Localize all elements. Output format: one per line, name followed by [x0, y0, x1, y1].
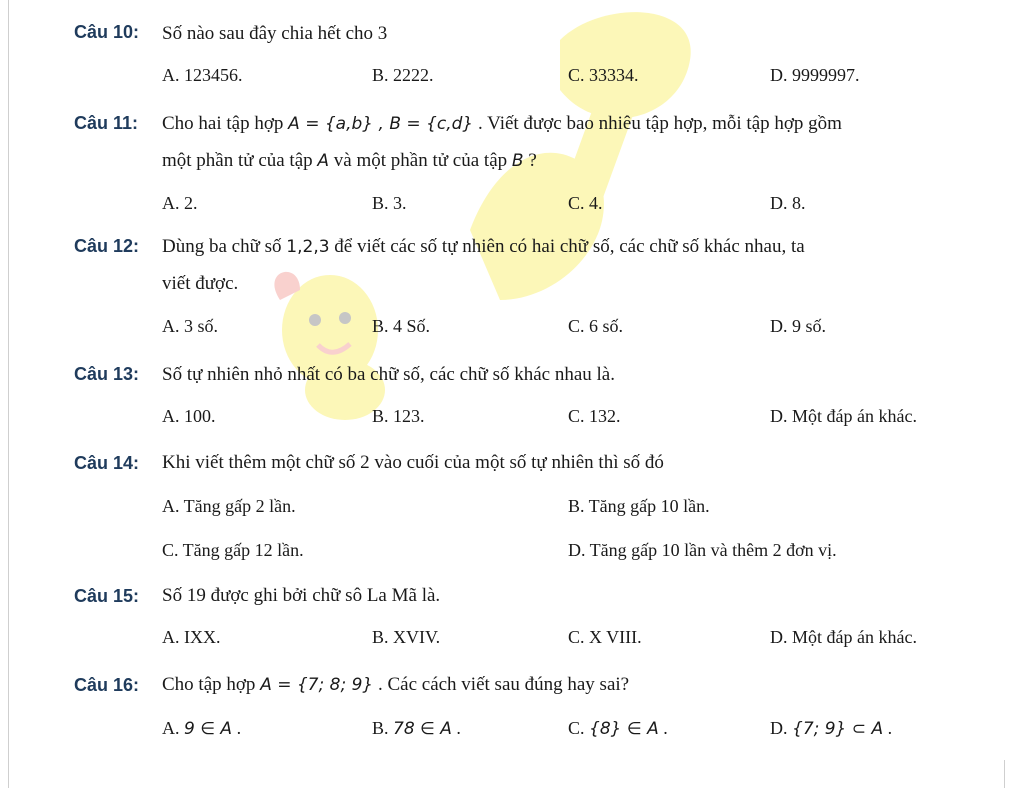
- option-b: B. 3.: [372, 193, 407, 213]
- question-label: Câu 11:: [74, 113, 139, 133]
- option-a: A. 123456.: [162, 65, 243, 85]
- option-b: B. 2222.: [372, 65, 434, 85]
- option-d: D. Một đáp án khác.: [770, 406, 917, 426]
- text-segment: Dùng ba chữ số: [162, 236, 287, 257]
- page-left-edge: [8, 0, 9, 788]
- text-segment: và một phần tử của tập: [329, 150, 512, 171]
- option-b: B. Tăng gấp 10 lần.: [568, 496, 710, 516]
- option-c: C. 33334.: [568, 65, 639, 85]
- question-text: Số tự nhiên nhỏ nhất có ba chữ số, các chữ số khác nhau là.: [162, 364, 615, 385]
- question-text: Số 19 được ghi bởi chữ sô La Mã là.: [162, 585, 441, 606]
- text-segment: . Các cách viết sau đúng hay sai?: [373, 674, 630, 695]
- question-label: Câu 16:: [74, 675, 140, 695]
- set-a-formula: A = {a,b}: [288, 114, 374, 134]
- option-formula: {7; 9} ⊂ A: [792, 719, 884, 739]
- option-end: .: [232, 718, 242, 738]
- page-right-edge: [1004, 760, 1005, 788]
- question-label: Câu 14:: [74, 453, 140, 473]
- question-text: Khi viết thêm một chữ số 2 vào cuối của một số tự nhiên thì số đó: [162, 452, 664, 473]
- text-segment: để viết các số tự nhiên có hai chữ số, các chữ số khác nhau, ta: [329, 236, 805, 257]
- question-text: [162, 674, 982, 696]
- option-a: A. IXX.: [162, 627, 221, 647]
- text-segment: . Viết được bao nhiêu tập hợp, mỗi tập hợp gồm: [473, 113, 842, 134]
- question-text-line2: [162, 150, 537, 172]
- set-a-symbol: A: [317, 151, 330, 171]
- question-label: Câu 10:: [74, 22, 140, 42]
- option-d: D. 9 số.: [770, 316, 827, 336]
- text-segment: Cho tập hợp: [162, 674, 261, 695]
- option-b: [372, 718, 461, 739]
- question-text: [162, 236, 982, 258]
- option-d: D. 9999997.: [770, 65, 860, 85]
- set-b-symbol: B: [511, 151, 524, 171]
- option-d: D. Tăng gấp 10 lần và thêm 2 đơn vị.: [568, 540, 837, 560]
- question-text: Số nào sau đây chia hết cho 3: [162, 23, 388, 44]
- option-letter: B.: [372, 718, 389, 738]
- question-label: Câu 12:: [74, 236, 140, 256]
- separator: ,: [373, 114, 390, 134]
- option-formula: {8} ∈ A: [589, 719, 659, 739]
- option-d: D. Một đáp án khác.: [770, 627, 917, 647]
- text-segment: một phần tử của tập: [162, 150, 318, 171]
- option-a: A. Tăng gấp 2 lần.: [162, 496, 296, 516]
- option-end: .: [883, 718, 893, 738]
- option-c: C. 132.: [568, 406, 621, 426]
- option-b: B. XVIV.: [372, 627, 441, 647]
- question-label: Câu 15:: [74, 586, 140, 606]
- option-end: .: [658, 718, 668, 738]
- digits-formula: 1,2,3: [286, 237, 330, 257]
- option-formula: 9 ∈ A: [184, 719, 233, 739]
- option-end: .: [451, 718, 461, 738]
- set-b-formula: B = {c,d}: [389, 114, 474, 134]
- option-c: C. X VIII.: [568, 627, 642, 647]
- option-letter: C.: [568, 718, 585, 738]
- option-a: [162, 718, 241, 739]
- option-c: [568, 718, 668, 739]
- option-b: B. 4 Số.: [372, 316, 431, 336]
- option-b: B. 123.: [372, 406, 425, 426]
- option-d: [770, 718, 892, 739]
- option-d: D. 8.: [770, 193, 806, 213]
- text-segment: Cho hai tập hợp: [162, 113, 289, 134]
- text-segment: ?: [523, 150, 537, 171]
- option-letter: A.: [162, 718, 180, 738]
- question-label: Câu 13:: [74, 364, 140, 384]
- option-formula: 78 ∈ A: [393, 719, 452, 739]
- option-letter: D.: [770, 718, 788, 738]
- option-a: A. 100.: [162, 406, 216, 426]
- option-c: C. Tăng gấp 12 lần.: [162, 540, 304, 560]
- option-c: C. 6 số.: [568, 316, 624, 336]
- option-a: A. 3 số.: [162, 316, 219, 336]
- question-text-line2: viết được.: [162, 273, 239, 294]
- set-formula: A = {7; 8; 9}: [260, 675, 374, 695]
- option-c: C. 4.: [568, 193, 603, 213]
- option-a: A. 2.: [162, 193, 198, 213]
- question-text: [162, 113, 982, 135]
